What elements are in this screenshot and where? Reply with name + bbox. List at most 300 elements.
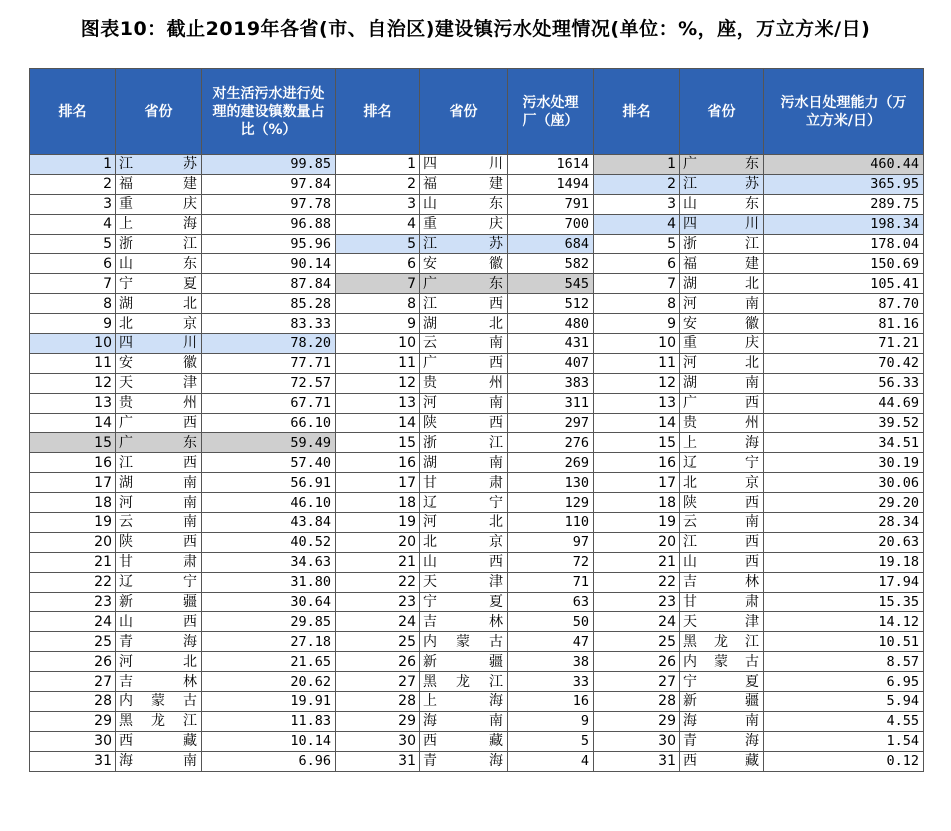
province-cell	[420, 194, 508, 214]
table-row	[30, 513, 924, 533]
table-row	[30, 174, 924, 194]
value-cell: 9	[508, 711, 594, 731]
province-name: 宁 夏	[119, 275, 197, 292]
province-cell	[116, 353, 202, 373]
province-name: 广 西	[683, 395, 759, 412]
rank-cell: 23	[336, 592, 420, 612]
rank-cell: 10	[30, 334, 116, 354]
province-cell	[680, 294, 764, 314]
province-name: 北 京	[683, 474, 759, 491]
province-name: 吉 林	[119, 673, 197, 690]
province-name: 陕 西	[423, 415, 503, 432]
rank-cell: 17	[594, 473, 680, 493]
rank-cell: 14	[594, 413, 680, 433]
value-cell: 545	[508, 274, 594, 294]
rank-cell: 27	[594, 672, 680, 692]
rank-cell: 12	[30, 373, 116, 393]
rank-cell: 12	[336, 373, 420, 393]
value-cell: 71	[508, 572, 594, 592]
province-cell	[680, 155, 764, 175]
rank-cell: 9	[336, 314, 420, 334]
value-cell: 19.18	[764, 552, 924, 572]
province-name: 河 南	[683, 295, 759, 312]
value-cell: 16	[508, 692, 594, 712]
rank-cell: 21	[30, 552, 116, 572]
rank-cell: 16	[594, 453, 680, 473]
value-cell: 87.84	[202, 274, 336, 294]
value-cell: 66.10	[202, 413, 336, 433]
province-cell	[420, 592, 508, 612]
value-cell: 87.70	[764, 294, 924, 314]
province-cell	[420, 155, 508, 175]
rank-cell: 30	[594, 731, 680, 751]
province-cell	[680, 274, 764, 294]
province-name: 陕 西	[683, 494, 759, 511]
province-cell	[116, 334, 202, 354]
province-name: 贵 州	[423, 375, 503, 392]
value-cell: 72	[508, 552, 594, 572]
table-row	[30, 532, 924, 552]
province-name: 山 东	[423, 196, 503, 213]
province-cell	[420, 473, 508, 493]
province-name: 内 蒙 古	[423, 633, 503, 650]
rank-cell: 4	[30, 214, 116, 234]
value-cell: 6.96	[202, 751, 336, 771]
table-row	[30, 274, 924, 294]
rank-cell: 26	[336, 652, 420, 672]
rank-cell: 5	[594, 234, 680, 254]
province-cell	[420, 373, 508, 393]
province-name: 甘 肃	[683, 594, 759, 611]
value-cell: 90.14	[202, 254, 336, 274]
value-cell: 77.71	[202, 353, 336, 373]
header-province-2: 省份	[420, 69, 508, 155]
rank-cell: 3	[336, 194, 420, 214]
value-cell: 29.85	[202, 612, 336, 632]
province-cell	[116, 711, 202, 731]
province-name: 吉 林	[423, 613, 503, 630]
value-cell: 582	[508, 254, 594, 274]
value-cell: 44.69	[764, 393, 924, 413]
province-cell	[680, 413, 764, 433]
table-row	[30, 353, 924, 373]
province-name: 重 庆	[683, 335, 759, 352]
province-name: 海 南	[119, 753, 197, 770]
value-cell: 383	[508, 373, 594, 393]
province-name: 江 苏	[683, 176, 759, 193]
header-province-1: 省份	[116, 69, 202, 155]
province-cell	[680, 453, 764, 473]
value-cell: 30.06	[764, 473, 924, 493]
province-cell	[680, 513, 764, 533]
province-name: 江 西	[683, 534, 759, 551]
province-cell	[420, 731, 508, 751]
province-name: 江 苏	[119, 156, 197, 173]
province-cell	[420, 612, 508, 632]
province-cell	[680, 194, 764, 214]
value-cell: 57.40	[202, 453, 336, 473]
value-cell: 276	[508, 433, 594, 453]
province-name: 贵 州	[683, 415, 759, 432]
province-cell	[420, 294, 508, 314]
value-cell: 311	[508, 393, 594, 413]
table-row	[30, 194, 924, 214]
province-cell	[420, 433, 508, 453]
value-cell: 56.33	[764, 373, 924, 393]
province-name: 海 南	[683, 713, 759, 730]
province-cell	[680, 433, 764, 453]
table-row	[30, 334, 924, 354]
value-cell: 1494	[508, 174, 594, 194]
province-cell	[420, 274, 508, 294]
value-cell: 11.83	[202, 711, 336, 731]
province-name: 辽 宁	[119, 574, 197, 591]
province-name: 贵 州	[119, 395, 197, 412]
rank-cell: 18	[30, 493, 116, 513]
rank-cell: 24	[336, 612, 420, 632]
value-cell: 40.52	[202, 532, 336, 552]
province-cell	[420, 334, 508, 354]
province-cell	[420, 692, 508, 712]
table-row	[30, 672, 924, 692]
value-cell: 34.63	[202, 552, 336, 572]
rank-cell: 24	[594, 612, 680, 632]
rank-cell: 29	[336, 711, 420, 731]
province-cell	[420, 672, 508, 692]
province-cell	[680, 632, 764, 652]
province-cell	[680, 612, 764, 632]
province-cell	[116, 532, 202, 552]
header-capacity: 污水日处理能力（万立方米/日）	[764, 69, 924, 155]
rank-cell: 19	[30, 513, 116, 533]
province-name: 江 苏	[423, 236, 503, 252]
province-name: 广 东	[423, 275, 503, 292]
province-cell	[680, 572, 764, 592]
table-row	[30, 572, 924, 592]
value-cell: 30.19	[764, 453, 924, 473]
value-cell: 684	[508, 234, 594, 254]
province-cell	[680, 373, 764, 393]
rank-cell: 5	[30, 234, 116, 254]
province-cell	[116, 174, 202, 194]
rank-cell: 4	[594, 214, 680, 234]
value-cell: 56.91	[202, 473, 336, 493]
value-cell: 70.42	[764, 353, 924, 373]
province-name: 新 疆	[423, 653, 503, 670]
table-row	[30, 314, 924, 334]
province-name: 西 藏	[683, 753, 759, 770]
header-row	[30, 69, 924, 155]
table-row	[30, 751, 924, 771]
rank-cell: 13	[594, 393, 680, 413]
value-cell: 5	[508, 731, 594, 751]
province-name: 云 南	[119, 514, 197, 531]
rank-cell: 2	[336, 174, 420, 194]
value-cell: 27.18	[202, 632, 336, 652]
province-cell	[116, 513, 202, 533]
rank-cell: 1	[336, 155, 420, 175]
province-name: 海 南	[423, 713, 503, 730]
province-cell	[116, 612, 202, 632]
rank-cell: 8	[30, 294, 116, 314]
province-name: 河 北	[119, 653, 197, 670]
value-cell: 39.52	[764, 413, 924, 433]
province-cell	[420, 254, 508, 274]
province-name: 新 疆	[119, 594, 197, 611]
province-cell	[116, 692, 202, 712]
page-title: 图表10：截止2019年各省(市、自治区)建设镇污水处理情况(单位：%，座，万立方米/日)	[80, 18, 871, 40]
rank-cell: 27	[336, 672, 420, 692]
table-row	[30, 393, 924, 413]
province-name: 宁 夏	[423, 594, 503, 611]
table-row	[30, 155, 924, 175]
province-name: 河 北	[683, 355, 759, 372]
value-cell: 178.04	[764, 234, 924, 254]
value-cell: 67.71	[202, 393, 336, 413]
rank-cell: 3	[594, 194, 680, 214]
rank-cell: 9	[30, 314, 116, 334]
rank-cell: 18	[594, 493, 680, 513]
value-cell: 269	[508, 453, 594, 473]
rank-cell: 26	[30, 652, 116, 672]
province-cell	[420, 552, 508, 572]
province-name: 广 西	[423, 355, 503, 372]
rank-cell: 1	[30, 155, 116, 175]
rank-cell: 2	[594, 174, 680, 194]
province-name: 北 京	[423, 534, 503, 551]
value-cell: 71.21	[764, 334, 924, 354]
province-name: 浙 江	[119, 236, 197, 252]
province-name: 黑 龙 江	[119, 713, 197, 730]
table-row	[30, 612, 924, 632]
province-name: 辽 宁	[683, 454, 759, 471]
data-table	[29, 68, 924, 772]
rank-cell: 14	[30, 413, 116, 433]
table-row	[30, 731, 924, 751]
province-name: 山 西	[683, 554, 759, 571]
value-cell: 1614	[508, 155, 594, 175]
rank-cell: 13	[336, 393, 420, 413]
province-cell	[116, 294, 202, 314]
rank-cell: 27	[30, 672, 116, 692]
province-cell	[116, 751, 202, 771]
rank-cell: 22	[594, 572, 680, 592]
province-cell	[116, 274, 202, 294]
province-cell	[680, 334, 764, 354]
rank-cell: 11	[30, 353, 116, 373]
province-cell	[420, 513, 508, 533]
province-name: 安 徽	[423, 255, 503, 272]
rank-cell: 25	[594, 632, 680, 652]
value-cell: 20.63	[764, 532, 924, 552]
province-cell	[116, 433, 202, 453]
rank-cell: 7	[594, 274, 680, 294]
value-cell: 791	[508, 194, 594, 214]
value-cell: 21.65	[202, 652, 336, 672]
province-name: 山 东	[683, 196, 759, 213]
province-cell	[116, 234, 202, 254]
value-cell: 480	[508, 314, 594, 334]
value-cell: 97.84	[202, 174, 336, 194]
province-cell	[116, 731, 202, 751]
province-name: 四 川	[119, 335, 197, 352]
value-cell: 289.75	[764, 194, 924, 214]
value-cell: 4	[508, 751, 594, 771]
province-name: 黑 龙 江	[423, 673, 503, 690]
province-cell	[680, 174, 764, 194]
rank-cell: 16	[30, 453, 116, 473]
header-rank-2: 排名	[336, 69, 420, 155]
value-cell: 38	[508, 652, 594, 672]
value-cell: 85.28	[202, 294, 336, 314]
rank-cell: 15	[594, 433, 680, 453]
province-name: 广 东	[119, 434, 197, 451]
province-name: 山 西	[423, 554, 503, 571]
province-name: 云 南	[423, 335, 503, 352]
rank-cell: 8	[594, 294, 680, 314]
rank-cell: 31	[30, 751, 116, 771]
rank-cell: 26	[594, 652, 680, 672]
header-rank-3: 排名	[594, 69, 680, 155]
value-cell: 30.64	[202, 592, 336, 612]
province-name: 青 海	[423, 753, 503, 770]
rank-cell: 25	[336, 632, 420, 652]
value-cell: 31.80	[202, 572, 336, 592]
province-name: 广 东	[683, 156, 759, 173]
value-cell: 78.20	[202, 334, 336, 354]
value-cell: 15.35	[764, 592, 924, 612]
value-cell: 47	[508, 632, 594, 652]
province-name: 天 津	[423, 574, 503, 591]
province-name: 江 西	[119, 454, 197, 471]
value-cell: 20.62	[202, 672, 336, 692]
province-name: 福 建	[683, 255, 759, 272]
province-cell	[420, 234, 508, 254]
province-name: 浙 江	[423, 434, 503, 451]
province-name: 上 海	[423, 693, 503, 710]
rank-cell: 6	[30, 254, 116, 274]
province-name: 青 海	[119, 633, 197, 650]
province-name: 湖 北	[683, 275, 759, 292]
rank-cell: 22	[30, 572, 116, 592]
province-name: 甘 肃	[119, 554, 197, 571]
value-cell: 34.51	[764, 433, 924, 453]
province-cell	[420, 572, 508, 592]
rank-cell: 22	[336, 572, 420, 592]
table-row	[30, 711, 924, 731]
value-cell: 365.95	[764, 174, 924, 194]
rank-cell: 7	[30, 274, 116, 294]
value-cell: 700	[508, 214, 594, 234]
province-cell	[680, 692, 764, 712]
province-cell	[116, 314, 202, 334]
province-cell	[116, 572, 202, 592]
province-name: 青 海	[683, 733, 759, 750]
province-cell	[420, 532, 508, 552]
province-name: 新 疆	[683, 693, 759, 710]
value-cell: 96.88	[202, 214, 336, 234]
rank-cell: 6	[336, 254, 420, 274]
province-name: 山 东	[119, 255, 197, 272]
table-row	[30, 373, 924, 393]
table-row	[30, 552, 924, 572]
province-name: 重 庆	[119, 196, 197, 213]
province-name: 湖 南	[423, 454, 503, 471]
rank-cell: 7	[336, 274, 420, 294]
province-cell	[680, 552, 764, 572]
rank-cell: 13	[30, 393, 116, 413]
province-name: 山 西	[119, 613, 197, 630]
rank-cell: 12	[594, 373, 680, 393]
value-cell: 129	[508, 493, 594, 513]
province-name: 湖 南	[683, 375, 759, 392]
province-name: 西 藏	[423, 733, 503, 750]
value-cell: 150.69	[764, 254, 924, 274]
value-cell: 14.12	[764, 612, 924, 632]
province-name: 重 庆	[423, 216, 503, 233]
rank-cell: 23	[594, 592, 680, 612]
rank-cell: 17	[336, 473, 420, 493]
province-name: 内 蒙 古	[119, 693, 197, 710]
province-cell	[116, 552, 202, 572]
province-cell	[680, 751, 764, 771]
header-plants: 污水处理厂（座）	[508, 69, 594, 155]
province-cell	[116, 393, 202, 413]
province-name: 河 南	[423, 395, 503, 412]
province-cell	[116, 652, 202, 672]
province-name: 安 徽	[119, 355, 197, 372]
rank-cell: 10	[336, 334, 420, 354]
province-cell	[680, 711, 764, 731]
rank-cell: 28	[594, 692, 680, 712]
province-cell	[116, 493, 202, 513]
value-cell: 10.14	[202, 731, 336, 751]
value-cell: 5.94	[764, 692, 924, 712]
table-row	[30, 632, 924, 652]
rank-cell: 16	[336, 453, 420, 473]
province-name: 河 北	[423, 514, 503, 531]
province-cell	[116, 155, 202, 175]
province-name: 天 津	[119, 375, 197, 392]
value-cell: 72.57	[202, 373, 336, 393]
province-cell	[420, 413, 508, 433]
province-cell	[420, 314, 508, 334]
rank-cell: 3	[30, 194, 116, 214]
province-name: 吉 林	[683, 574, 759, 591]
province-cell	[420, 353, 508, 373]
province-cell	[116, 473, 202, 493]
value-cell: 8.57	[764, 652, 924, 672]
province-name: 宁 夏	[683, 673, 759, 690]
province-cell	[420, 493, 508, 513]
province-cell	[420, 632, 508, 652]
value-cell: 460.44	[764, 155, 924, 175]
province-cell	[116, 413, 202, 433]
province-cell	[116, 194, 202, 214]
value-cell: 6.95	[764, 672, 924, 692]
province-cell	[420, 652, 508, 672]
province-cell	[680, 353, 764, 373]
rank-cell: 14	[336, 413, 420, 433]
value-cell: 4.55	[764, 711, 924, 731]
rank-cell: 30	[30, 731, 116, 751]
table-row	[30, 692, 924, 712]
rank-cell: 1	[594, 155, 680, 175]
province-cell	[680, 473, 764, 493]
value-cell: 17.94	[764, 572, 924, 592]
province-name: 福 建	[119, 176, 197, 193]
province-name: 四 川	[423, 156, 503, 173]
